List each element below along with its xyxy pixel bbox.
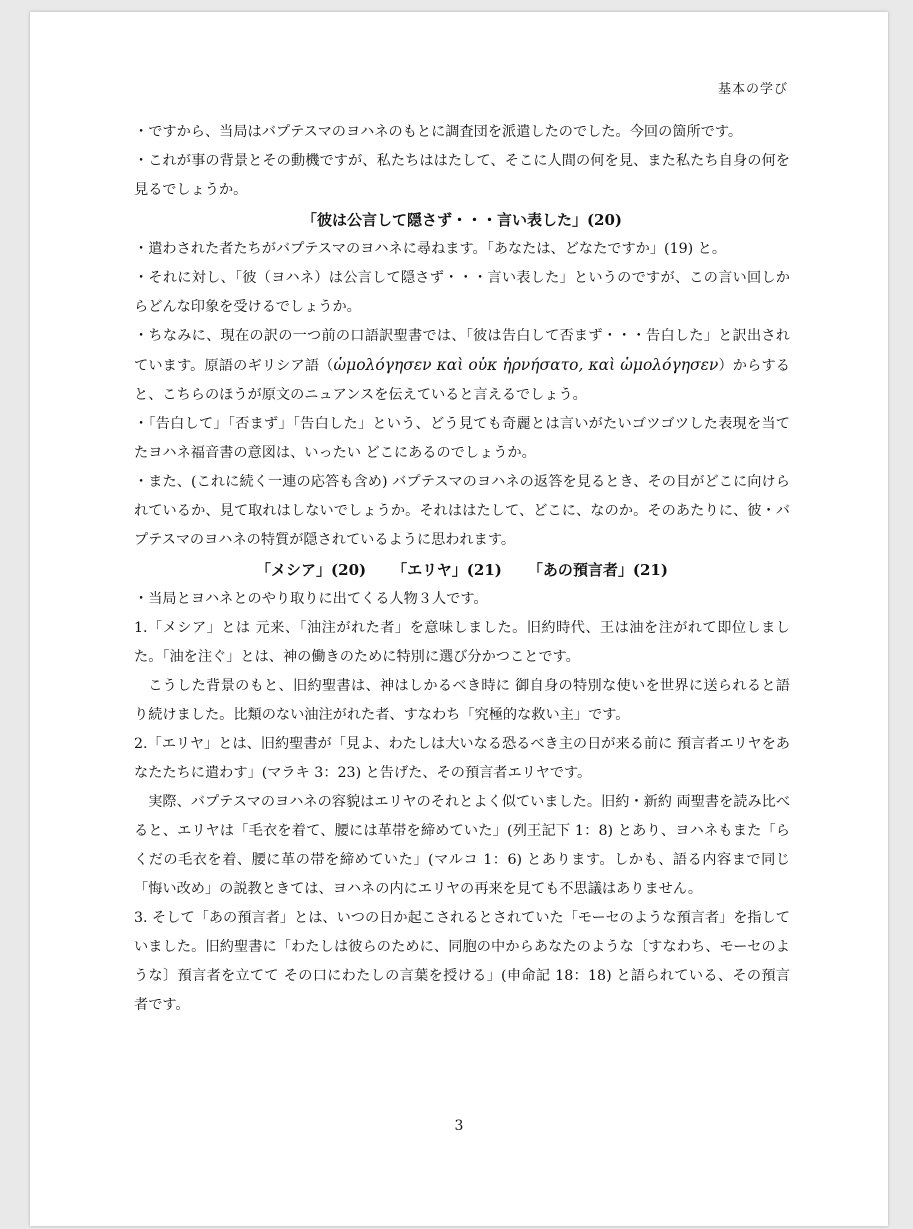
body-paragraph: 1.「メシア」とは 元来、「油注がれた者」を意味しました。旧約時代、王は油を注がれて即位しました。「油を注ぐ」とは、神の働きのために特別に選び分かつことです。 xyxy=(134,620,790,665)
body-paragraph: ・「告白して」「否まず」「告白した」という、どう見ても奇麗とは言いがたいゴツゴツした表現を当てたヨハネ福音書の意図は、いったい どこにあるのでしょうか。 xyxy=(134,416,790,461)
intro-paragraph: ・ですから、当局はバプテスマのヨハネのもとに調査団を派遣したのでした。今回の箇所です。 xyxy=(134,124,743,140)
page-number: 3 xyxy=(454,1118,464,1134)
running-header: 基本の学び xyxy=(717,82,788,97)
intro-paragraph: ・これが事の背景とその動機ですが、私たちははたして、そこに人間の何を見、また私たち自身の何を見るでしょうか。 xyxy=(134,153,790,198)
body-paragraph xyxy=(134,322,790,410)
heading-part: 「エリヤ」(21) xyxy=(392,561,502,579)
heading-part: 「メシア」(20) xyxy=(256,561,367,579)
section-heading: 「彼は公言して隠さず・・・言い表した」(20) xyxy=(301,211,623,229)
body-paragraph: こうした背景のもと、旧約聖書は、神はしかるべき時に 御自身の特別な使いを世界に送られると語り続けました。比類のない油注がれた者、すなわち「究極的な救い主」です。 xyxy=(134,678,790,723)
body-text: ・ちなみに、現在の訳の一つ前の口語訳聖書では、「彼は告白して否まず・・・告白した」と訳出されています。原語のギリシア語（ xyxy=(134,328,790,374)
body-paragraph: 3. そして「あの預言者」とは、いつの日か起こされるとされていた「モーセのような預言者」を指していました。旧約聖書に「わたしは彼らのために、同胞の中からあなたのような〔すなわち、モーセのような〕預言者を立てて その口にわたしの言葉を授ける」(申命記 18：18) と語られている、その預言者です。 xyxy=(134,910,790,1013)
document-page xyxy=(30,12,888,1226)
body-paragraph: ・遣わされた者たちがバプテスマのヨハネに尋ねます。「あなたは、どなたですか」(19) と。 xyxy=(134,241,727,257)
body-paragraph: ・それに対し、「彼（ヨハネ）は公言して隠さず・・・言い表した」というのですが、この言い回しからどんな印象を受けるでしょうか。 xyxy=(134,270,790,315)
body-paragraph: 2.「エリヤ」とは、旧約聖書が「見よ、わたしは大いなる恐るべき主の日が来る前に 預言者エリヤをあなたたちに遣わす」(マラキ 3：23) と告げた、その預言者エリヤです。 xyxy=(134,736,790,781)
body-paragraph: ・また、(これに続く一連の応答も含め) バプテスマのヨハネの返答を見るとき、その目がどこに向けられているか、見て取れはしないでしょうか。それははたして、どこに、なのか。そのあたりに、彼・バプテスマのヨハネの特質が隠されているように思われます。 xyxy=(134,474,790,548)
body-paragraph: 実際、バプテスマのヨハネの容貌はエリヤのそれとよく似ていました。旧約・新約 両聖書を読み比べると、エリヤは「毛衣を着て、腰には革帯を締めていた」(列王記下 1：8) とあり、ヨハネもまた「らくだの毛衣を着、腰に革の帯を締めていた」(マルコ 1：6) とあります。しかも、語る内容まで同じ「悔い改め」の説教ときては、ヨハネの内にエリヤの再来を見ても不思議はありません。 xyxy=(134,794,791,897)
body-paragraph: ・当局とヨハネとのやり取りに出てくる人物３人です。 xyxy=(134,591,488,607)
page-content xyxy=(134,118,790,1020)
body-text: ）からすると、こちらのほうが原文のニュアンスを伝えていると言えるでしょう。 xyxy=(134,358,790,403)
section-heading xyxy=(134,555,790,585)
heading-part: 「あの預言者」(21) xyxy=(527,561,668,579)
greek-quote: ὡμολόγησεν καὶ οὐκ ἠρνήσατο, καὶ ὡμολόγησεν xyxy=(333,356,719,374)
